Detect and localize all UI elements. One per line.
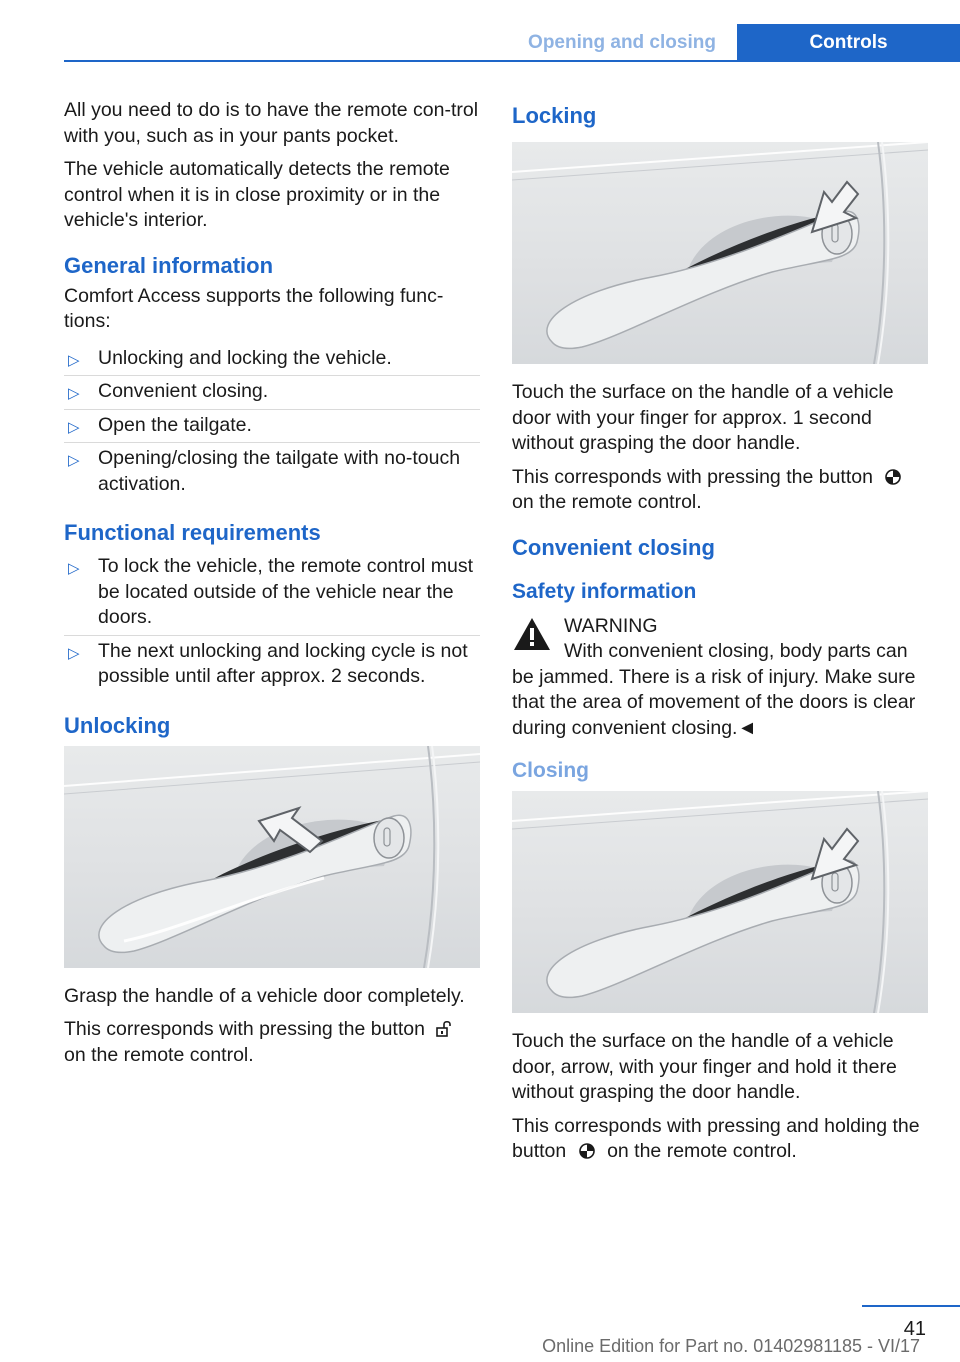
list-item: ▷ To lock the vehicle, the remote control must be located outside of the vehicle near the doors. xyxy=(64,551,480,636)
list-item: ▷ Convenient closing. xyxy=(64,376,480,410)
triangle-right-icon: ▷ xyxy=(68,385,80,402)
locking-figure xyxy=(512,142,928,364)
page-number: 41 xyxy=(903,1318,926,1340)
safety-information-heading: Safety information xyxy=(512,579,697,603)
intro-paragraph-2: The vehicle automatically detects the remote control when it is in close proximity or in the vehicle's interior. xyxy=(64,158,450,231)
door-handle-illustration xyxy=(512,791,928,1013)
left-column xyxy=(64,98,480,1076)
door-handle-illustration xyxy=(64,746,480,968)
list-item: ▷ The next unlocking and locking cycle is not possible until after approx. 2 seconds. xyxy=(68,639,468,687)
closing-figure xyxy=(512,791,928,1013)
footer-rule xyxy=(862,1305,960,1307)
list-item: ▷ Open the tailgate. xyxy=(64,410,480,444)
header-chapter-tab: Controls xyxy=(737,24,960,62)
lock-button-icon xyxy=(882,468,904,486)
warning-triangle-icon xyxy=(512,616,552,652)
locking-heading: Locking xyxy=(512,103,597,128)
general-information-text: Comfort Access supports the following func-tions: xyxy=(64,284,444,332)
right-column xyxy=(512,98,928,1173)
header-section-tab: Opening and closing xyxy=(507,24,737,62)
closing-text-2: This corresponds with pressing and holding the button on the remote control. xyxy=(512,1114,920,1162)
door-handle-illustration xyxy=(512,142,928,364)
unlocking-figure xyxy=(64,746,480,968)
functional-requirements-heading: Functional requirements xyxy=(64,520,321,545)
triangle-right-icon: ▷ xyxy=(68,452,80,469)
intro-paragraph-1: All you need to do is to have the remote con-trol with you, such as in your pants pocket. xyxy=(64,99,479,147)
warning-title: WARNING xyxy=(564,614,658,637)
general-information-heading: General information xyxy=(64,252,274,278)
functions-list xyxy=(64,343,480,502)
triangle-right-icon: ▷ xyxy=(68,644,80,662)
lock-button-icon xyxy=(576,1142,598,1160)
unlock-button-icon xyxy=(434,1020,456,1038)
convenient-closing-heading: Convenient closing xyxy=(512,534,715,560)
warning-text: With convenient closing, body parts can be jammed. There is a risk of injury. Make sure that the area of movement of the doors is clear during convenient closing.◄ xyxy=(512,640,916,739)
triangle-right-icon: ▷ xyxy=(68,418,80,436)
list-item: ▷ Opening/closing the tailgate with no-touch activation. xyxy=(68,447,461,495)
warning-box xyxy=(512,614,928,742)
locking-text-2: This corresponds with pressing the button on the remote control. xyxy=(512,465,928,516)
closing-text-1: Touch the surface on the handle of a vehicle door, arrow, with your finger and hold it there without grasping the door handle. xyxy=(512,1030,897,1103)
unlocking-text-1: Grasp the handle of a vehicle door completely. xyxy=(64,984,465,1007)
unlocking-heading: Unlocking xyxy=(64,712,171,738)
unlocking-text-2: This corresponds with pressing the button on the remote control. xyxy=(64,1017,480,1068)
triangle-right-icon: ▷ xyxy=(68,560,80,577)
header-rule xyxy=(64,60,960,62)
triangle-right-icon: ▷ xyxy=(68,351,80,369)
list-item: ▷ Unlocking and locking the vehicle. xyxy=(64,343,480,377)
edition-note: Online Edition for Part no. 01402981185 - VI/17 xyxy=(542,1336,920,1356)
locking-text-1: Touch the surface on the handle of a vehicle door with your finger for approx. 1 second without grasping the door handle. xyxy=(512,381,894,454)
requirements-list xyxy=(64,551,480,694)
closing-heading: Closing xyxy=(512,759,589,782)
